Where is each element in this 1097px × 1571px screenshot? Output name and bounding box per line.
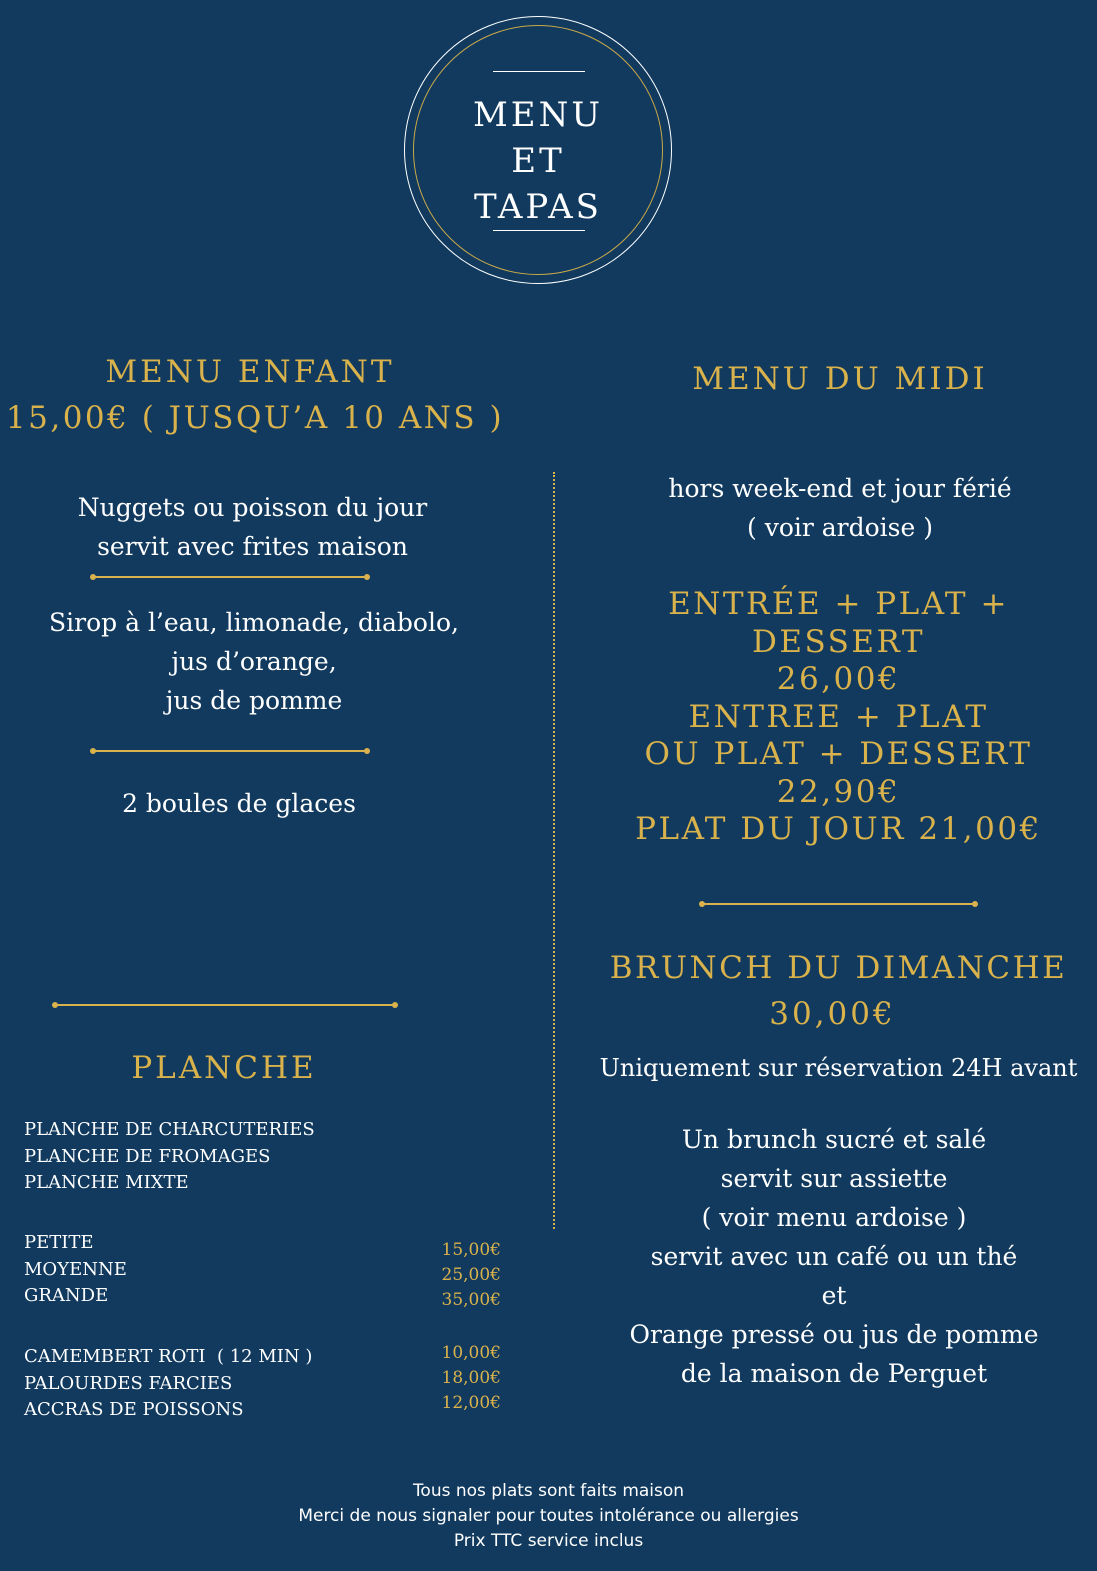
brunch-reservation: Uniquement sur réservation 24H avant	[599, 1054, 1078, 1082]
text-line: jus de pomme	[165, 686, 343, 715]
brunch-title: BRUNCH DU DIMANCHE	[609, 950, 1068, 986]
planche-types	[24, 1117, 315, 1197]
text-line: Sirop à l’eau, limonade, diabolo,	[49, 608, 459, 637]
footer-line: Prix TTC service inclus	[453, 1531, 644, 1551]
text-line: hors week-end et jour férié	[668, 474, 1012, 503]
tapas-name: PALOURDES FARCIES	[24, 1372, 233, 1394]
column-divider	[553, 472, 555, 1229]
formule-line: OU PLAT + DESSERT	[644, 736, 1033, 772]
logo-badge	[404, 16, 672, 284]
tapas-name: CAMEMBERT ROTI ( 12 MIN )	[24, 1346, 313, 1367]
tapas-price: 10,00€	[441, 1343, 501, 1363]
text-line: Un brunch sucré et salé	[681, 1125, 987, 1154]
text-line: Nuggets ou poisson du jour	[77, 493, 428, 522]
footer	[0, 1479, 1097, 1554]
size-price: 35,00€	[441, 1290, 501, 1310]
menu-midi-note	[585, 469, 1095, 547]
text-line: servit avec un café ou un thé	[650, 1242, 1018, 1271]
text-line: servit avec frites maison	[97, 532, 408, 561]
formule-line: 26,00€	[776, 661, 901, 697]
menu-enfant-plat	[0, 488, 505, 566]
logo-title	[404, 92, 672, 230]
divider	[93, 750, 367, 752]
brunch-price: 30,00€	[769, 996, 896, 1032]
footer-line: Merci de nous signaler pour toutes intolérance ou allergies	[298, 1506, 799, 1526]
text-line: ( voir menu ardoise )	[701, 1203, 967, 1232]
formule-line: 22,90€	[776, 773, 901, 810]
menu-enfant-dessert: 2 boules de glaces	[122, 789, 356, 818]
size-name: PETITE	[24, 1232, 94, 1253]
size-name: MOYENNE	[24, 1258, 127, 1280]
text-line: servit sur assiette	[720, 1164, 948, 1193]
planche-title: PLANCHE	[131, 1050, 317, 1086]
planche-size-prices	[380, 1238, 501, 1313]
divider	[55, 1004, 395, 1006]
menu-enfant-boissons	[0, 603, 508, 720]
menu-enfant-price: 15,00€ ( JUSQU’A 10 ANS )	[5, 400, 505, 436]
size-name: GRANDE	[24, 1285, 109, 1306]
formule-line: ENTRÉE + PLAT + DESSERT	[668, 586, 1009, 660]
menu-enfant-title: MENU ENFANT	[105, 354, 395, 390]
planche-type: PLANCHE DE CHARCUTERIES	[24, 1119, 315, 1140]
formule-line: ENTREE + PLAT	[688, 698, 989, 735]
footer-line: Tous nos plats sont faits maison	[412, 1481, 685, 1501]
size-price: 25,00€	[441, 1265, 501, 1285]
divider	[93, 576, 367, 578]
tapas-name: ACCRAS DE POISSONS	[24, 1399, 244, 1420]
tapas-price: 18,00€	[441, 1368, 501, 1388]
brunch-description	[580, 1120, 1088, 1393]
logo-line: ET	[511, 141, 565, 181]
text-line: Orange pressé ou jus de pomme	[629, 1320, 1039, 1349]
logo-line: MENU	[472, 95, 604, 135]
text-line: et	[821, 1281, 847, 1310]
text-line: de la maison de Perguet	[680, 1359, 988, 1388]
formule-line: PLAT DU JOUR 21,00€	[635, 811, 1042, 847]
tapas-price: 12,00€	[441, 1393, 501, 1413]
tapas-prices	[380, 1341, 501, 1416]
logo-line: TAPAS	[474, 187, 602, 227]
menu-midi-title: MENU DU MIDI	[692, 361, 988, 397]
text-line: ( voir ardoise )	[747, 513, 933, 542]
logo-top-rule	[493, 71, 585, 72]
divider	[702, 903, 975, 905]
tapas-list	[24, 1344, 312, 1424]
text-line: jus d’orange,	[171, 647, 337, 676]
size-price: 15,00€	[441, 1240, 501, 1260]
planche-type: PLANCHE DE FROMAGES	[24, 1145, 271, 1167]
logo-bottom-rule	[493, 230, 585, 231]
planche-type: PLANCHE MIXTE	[24, 1172, 189, 1193]
planche-sizes	[24, 1230, 127, 1310]
menu-midi-formules	[580, 586, 1097, 849]
